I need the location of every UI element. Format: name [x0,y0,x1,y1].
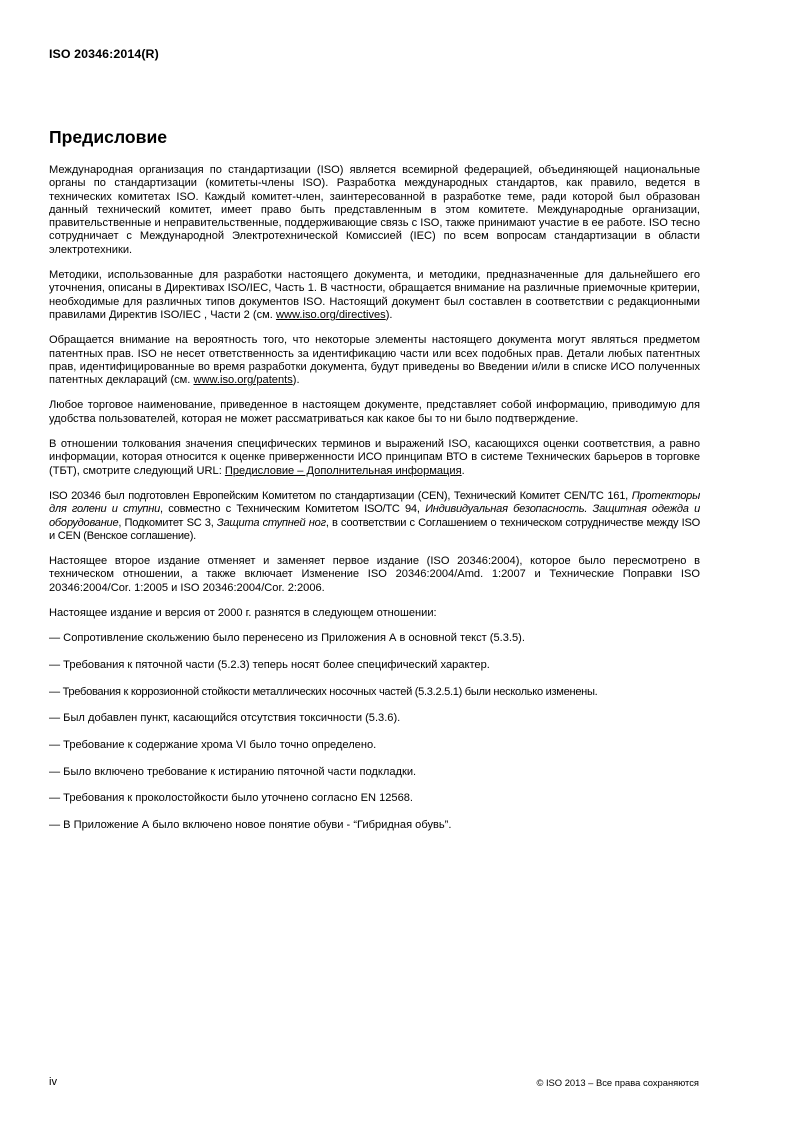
committee-title-2: Индивидуальная безопасность. Защитная одежда и оборудование [49,503,700,529]
paragraph-iso-organization: Международная организация по стандартизации (ISO) является всемирной федерацией, объединяющей национальные органы по стандартизации (комитеты-члены ISO). Разработка международных стандартов, как правило, ведется в технических комитетах ISO. Каждый комитет-член, заинтересованной в разработке теме, ради которой был образован данный технический комитет, имеет право быть представленным в этом комитете. Международные организации, правительственные и неправительственные, поддерживающие связь с ISO, также принимают участие в ее работе. ISO тесно сотрудничает с Международной Электротехнической Комиссией (IEC) по всем вопросам стандартизации в области электротехники. [49,164,700,256]
paragraph-wto-tbt [49,438,700,478]
patents-link[interactable]: www.iso.org/patents [193,374,293,387]
directives-link[interactable]: www.iso.org/directives [275,308,386,321]
prepared-by-text-3: , Подкомитет SC 3, [118,516,217,529]
paragraph-directives-text: Методики, использованные для разработки настоящего документа, и методики, предназначенные для дальнейшего его уточнения, описаны в Директивах ISO/IEC, Часть 1. В частности, обращается внимание на различные приемочные критерии, необходимые для различных типов документов ISO. Настоящий документ был составлен в соответствии с редакционными правилами Директив ISO/IEC , Части 2 (см. [49,269,700,321]
prepared-by-text-2: , совместно с Техническим Комитетом ISO/TC 94, [160,503,426,516]
document-id-header: ISO 20346:2014(R) [49,47,159,61]
page-title: Предисловие [49,127,168,147]
list-item-change: — Было включено требование к истиранию пяточной части подкладки. [49,765,417,778]
document-body [49,164,700,846]
copyright-notice: © ISO 2013 – Все права сохраняются [536,1077,699,1088]
list-item-change: — Требования к коррозионной стойкости металлических носочных частей (5.3.2.5.1) были несколько изменены. [49,685,598,698]
paragraph-wto-tbt-text: В отношении толкования значения специфических терминов и выражений ISO, касающихся оценки соответствия, а равно информации, которая относится к оценке приверженности ИСО принципам ВТО в системе Технических барьеров в торговке (ТБТ), смотрите следующий URL: [49,438,700,477]
prepared-by-text-4: , в соответствии с Соглашением о техническом сотрудничестве между ISO и CEN (Венское соглашение). [49,516,700,542]
foreword-info-link[interactable]: Предисловие – Дополнительная информация [224,464,462,477]
prepared-by-text-1: ISO 20346 был подготовлен Европейским Комитетом по стандартизации (CEN), Технический Комитет CEN/TC 161, [49,489,632,502]
paragraph-edition-replaces: Настоящее второе издание отменяет и заменяет первое издание (ISO 20346:2004), которое было пересмотрено в техническом отношении, а также включает Изменение ISO 20346:2004/Amd. 1:2007 и Технические Поправки ISO 20346:2004/Cor. 1:2005 и ISO 20346:2004/Cor. 2:2006. [49,555,700,594]
committee-title-1: Протекторы для голени и ступни [49,489,700,516]
paragraph-directives-tail: ). [385,308,393,321]
page-number: iv [49,1076,58,1088]
list-item-change: — Был добавлен пункт, касающийся отсутствия токсичности (5.3.6). [49,712,401,725]
paragraph-changes-intro: Настоящее издание и версия от 2000 г. разнятся в следующем отношении: [49,607,437,620]
paragraph-prepared-by [49,490,700,543]
list-item-change: — Требования к пяточной части (5.2.3) теперь носят более специфический характер. [49,659,490,671]
paragraph-patents [49,334,700,387]
paragraph-wto-tbt-tail: . [461,464,465,477]
list-item-change: — Требования к проколостойкости было уточнено согласно EN 12568. [49,792,413,805]
paragraph-patents-text: Обращается внимание на вероятность того, что некоторые элементы настоящего документа могут являться предметом патентных прав. ISO не несет ответственность за идентификацию части или всех подобных прав. Детали любых патентных прав, идентифицированные во время разработки документа, будут приведены во Введении и/или в списке ИСО полученных патентных деклараций (см. [49,334,700,387]
list-item-change: — Требование к содержание хрома VI было точно определено. [49,739,377,752]
subcommittee-title: Защита ступней ног [216,516,326,529]
paragraph-trade-names: Любое торговое наименование, приведенное в настоящем документе, представляет собой информацию, приводимую для удобства пользователей, которая не может рассматриваться как какое бы то ни было подтверждение. [49,399,700,425]
paragraph-patents-tail: ). [292,374,300,387]
list-item-change: — В Приложение А было включено новое понятие обуви - “Гибридная обувь”. [49,819,452,832]
paragraph-directives [49,269,700,322]
list-item-change: — Сопротивление скольжению было перенесено из Приложения А в основной текст (5.3.5). [49,632,525,645]
